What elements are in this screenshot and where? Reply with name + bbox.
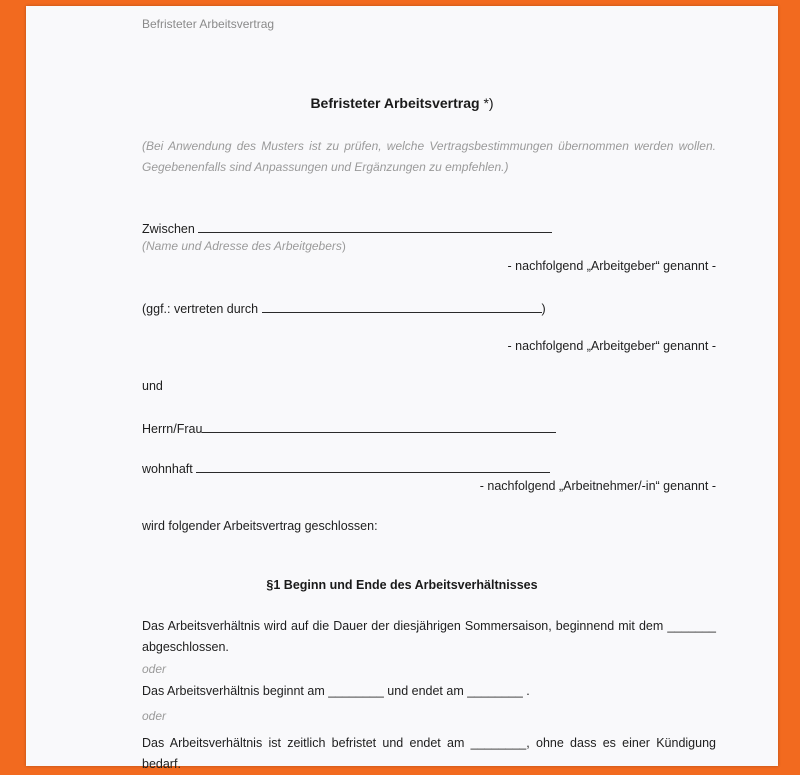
employee-name-line[interactable] (202, 419, 556, 433)
residence-row (142, 459, 550, 476)
and-label: und (142, 379, 163, 393)
section-1-title: §1 Beginn und Ende des Arbeitsverhältnisses (266, 578, 538, 592)
employer-named-note-2: - nachfolgend „Arbeitgeber“ genannt - (507, 339, 716, 353)
or-label-2: oder (142, 709, 167, 723)
footnote-marker: *) (483, 95, 494, 111)
document-title (26, 95, 778, 111)
employee-named-note: - nachfolgend „Arbeitnehmer/-in“ genannt - (479, 479, 716, 493)
person-label: Herrn/Frau (142, 422, 203, 436)
represented-label: (ggf.: vertreten durch (142, 302, 259, 316)
duration-option-2: Das Arbeitsverhältnis beginnt am ________ und endet am ________ . (142, 684, 530, 698)
or-label-1: oder (142, 662, 167, 676)
employer-hint (142, 239, 346, 253)
representative-line[interactable] (262, 299, 542, 313)
employer-hint-text: (Name und Adresse des Arbeitgebers (142, 239, 342, 253)
person-row (142, 419, 556, 436)
between-label: Zwischen (142, 222, 195, 236)
employer-name-line[interactable] (198, 219, 552, 233)
represented-close: ) (541, 302, 546, 316)
usage-note: (Bei Anwendung des Musters ist zu prüfen, welche Vertragsbestimmungen übernommen werden wollen. Gegebenenfalls sind Anpassungen und Ergänzungen zu empfehlen.) (142, 139, 716, 174)
duration-option-1: Das Arbeitsverhältnis wird auf die Dauer der diesjährigen Sommersaison, beginnend mit dem _______ abgeschlossen. (142, 619, 716, 654)
employer-hint-paren: ) (341, 239, 346, 253)
employer-named-note-1: - nachfolgend „Arbeitgeber“ genannt - (507, 259, 716, 273)
residence-line[interactable] (196, 459, 550, 473)
represented-row (142, 299, 546, 316)
contract-page (26, 6, 778, 771)
document-title-text: Befristeter Arbeitsvertrag (310, 95, 480, 111)
concluded-text: wird folgender Arbeitsvertrag geschlossen: (142, 519, 378, 533)
between-row (142, 219, 552, 236)
residence-label: wohnhaft (142, 462, 193, 476)
running-header: Befristeter Arbeitsvertrag (142, 17, 275, 31)
duration-option-3: Das Arbeitsverhältnis ist zeitlich befristet und endet am ________, ohne dass es einer Kündigung bedarf. (142, 736, 716, 771)
